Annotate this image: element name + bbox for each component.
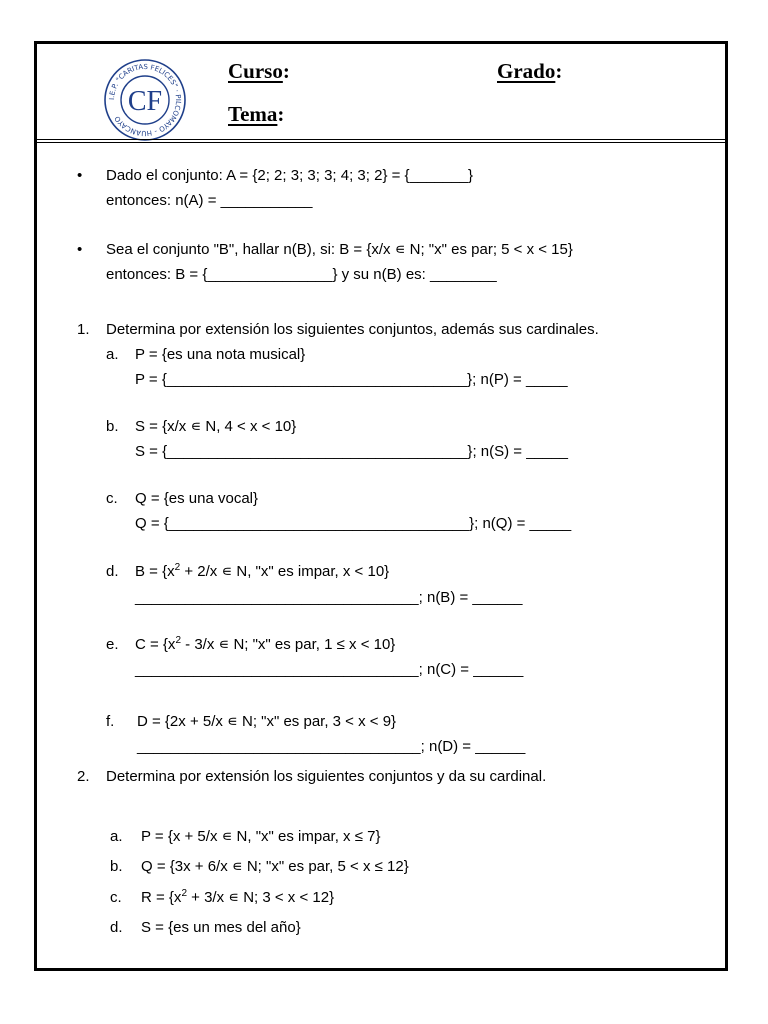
school-logo: [103, 58, 187, 142]
q2-item-set: $R = \{x^2 + 3/x$ ∊ N; 3 < x < 12}: [141, 888, 335, 906]
q1-item-letter: a.: [106, 346, 119, 363]
q2-number: 2.: [77, 768, 90, 785]
bullet-mark: •: [77, 167, 83, 184]
q1-number: 1.: [77, 321, 90, 338]
intro-2-line-1: Sea el conjunto "B", hallar n(B), si: B = {x/x ∊ N; "x" es par; 5 < x < 15}: [106, 241, 573, 258]
worksheet-frame: [34, 41, 728, 971]
q2-item-letter: b.: [110, 858, 123, 875]
q1-item-letter: f.: [106, 713, 115, 730]
q2-item-letter: c.: [110, 889, 122, 906]
intro-1-line-1: Dado el conjunto: A = {2; 2; 3; 3; 3; 4; 3; 2} = {_______}: [106, 167, 473, 184]
bullet-mark: •: [77, 241, 83, 258]
q1-text: Determina por extensión los siguientes conjuntos, además sus cardinales.: [106, 321, 599, 338]
logo-initials: CF: [127, 86, 163, 117]
q1-item-answer: __________________________________; n(C) = ______: [135, 661, 524, 678]
q2-item-set: P = {x + 5/x ∊ N, "x" es impar, x ≤ 7}: [141, 828, 381, 845]
q1-item-answer: S = {____________________________________}; n(S) = _____: [135, 443, 568, 460]
q1-item-set: $C = \{x^2 - 3/x$ ∊ N; "x" es par, 1 ≤ x < 10}: [135, 635, 396, 653]
q2-item-letter: d.: [110, 919, 123, 936]
logo-ring-text: I.E.P. "CARITAS FELICES" · PILCOMAYO - HUANCAYO: [107, 62, 183, 138]
curso-label: Curso:: [228, 59, 290, 83]
intro-2-line-2: entonces: B = {_______________} y su n(B) es: ________: [106, 266, 497, 283]
q1-item-set: D = {2x + 5/x ∊ N; "x" es par, 3 < x < 9}: [137, 713, 397, 730]
q1-item-set: $B = \{x^2 + 2/x$ ∊ N, "x" es impar, x < 10}: [135, 562, 390, 580]
q1-item-letter: c.: [106, 490, 118, 507]
tema-label: Tema:: [228, 102, 285, 126]
q1-item-letter: e.: [106, 636, 119, 653]
q1-item-answer: __________________________________; n(B) = ______: [135, 589, 523, 606]
header-divider-inner: [37, 142, 725, 143]
q1-item-answer: Q = {____________________________________}; n(Q) = _____: [135, 515, 572, 532]
header-divider: [37, 139, 725, 140]
q2-text: Determina por extensión los siguientes conjuntos y da su cardinal.: [106, 768, 547, 785]
q1-item-answer: P = {____________________________________}; n(P) = _____: [135, 371, 568, 388]
intro-1-line-2: entonces: n(A) = ___________: [106, 192, 313, 209]
q1-item-letter: d.: [106, 563, 119, 580]
q2-item-set: Q = {3x + 6/x ∊ N; "x" es par, 5 < x ≤ 12}: [141, 858, 409, 875]
q1-item-set: P = {es una nota musical}: [135, 346, 306, 363]
q1-item-set: S = {x/x ∊ N, 4 < x < 10}: [135, 418, 297, 435]
q2-item-set: S = {es un mes del año}: [141, 919, 301, 936]
q1-item-letter: b.: [106, 418, 119, 435]
grado-label: Grado:: [497, 59, 563, 83]
q2-item-letter: a.: [110, 828, 123, 845]
q1-item-answer: __________________________________; n(D) = ______: [137, 738, 526, 755]
q1-item-set: Q = {es una vocal}: [135, 490, 259, 507]
